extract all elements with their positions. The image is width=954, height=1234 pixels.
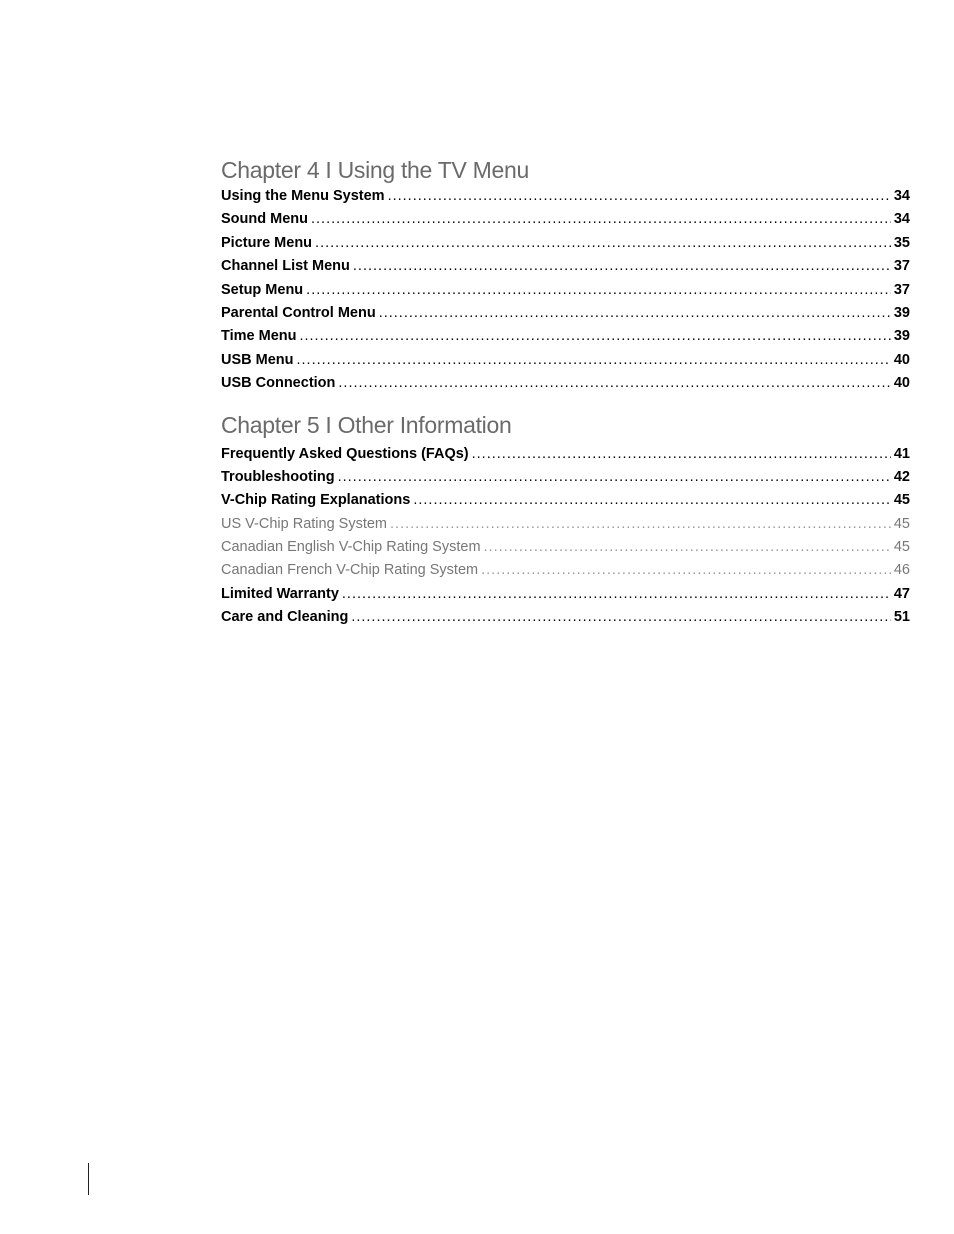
toc-page-number: 37 (893, 258, 910, 275)
toc-page-number: 37 (893, 281, 910, 298)
dot-leader (472, 443, 891, 466)
toc-entry-label: Canadian French V-Chip Rating System (221, 562, 479, 579)
chapter-4-entries (221, 185, 910, 396)
toc-subentry[interactable] (221, 513, 910, 536)
toc-entry[interactable] (221, 208, 910, 231)
dot-leader (353, 255, 891, 278)
toc-page-number: 45 (893, 492, 910, 509)
toc-entry[interactable] (221, 606, 910, 629)
dot-leader (299, 325, 890, 348)
dot-leader (338, 466, 891, 489)
dot-leader (297, 349, 891, 372)
toc-entry[interactable] (221, 185, 910, 208)
toc-page-number: 47 (893, 585, 910, 602)
dot-leader (338, 372, 890, 395)
toc-page-number: 40 (893, 375, 910, 392)
toc-page-number: 34 (893, 188, 910, 204)
toc-entry[interactable] (221, 255, 910, 278)
dot-leader (379, 302, 891, 325)
toc-page-number: 35 (893, 234, 910, 251)
toc-page-number: 51 (893, 609, 910, 626)
toc-entry[interactable] (221, 279, 910, 302)
chapter-title: Chapter 5 I Other Information (221, 411, 512, 438)
toc-page-number: 34 (893, 211, 910, 228)
toc-entry-label: USB Connection (221, 375, 336, 392)
toc-entry-label: USB Menu (221, 351, 294, 368)
toc-page-number: 46 (893, 562, 910, 579)
toc-entry[interactable] (221, 443, 910, 466)
toc-entry[interactable] (221, 489, 910, 512)
toc-entry[interactable] (221, 349, 910, 372)
toc-page-number: 41 (893, 445, 910, 462)
dot-leader (388, 185, 891, 208)
toc-entry-label: Setup Menu (221, 281, 304, 298)
chapter-title: Chapter 4 I Using the TV Menu (221, 157, 529, 183)
toc-entry-label: Frequently Asked Questions (FAQs) (221, 445, 469, 462)
dot-leader (342, 583, 891, 606)
toc-entry-label: Channel List Menu (221, 258, 350, 275)
chapter-5-entries (221, 443, 910, 630)
toc-entry-label: V-Chip Rating Explanations (221, 492, 411, 509)
toc-page-number: 40 (893, 351, 910, 368)
toc-entry-label: Limited Warranty (221, 585, 339, 602)
table-of-contents (221, 155, 910, 630)
dot-leader (306, 279, 891, 302)
toc-entry-label: Picture Menu (221, 234, 313, 251)
toc-entry[interactable] (221, 583, 910, 606)
chapter-4-section (221, 155, 910, 396)
chapter-5-section (221, 410, 910, 630)
toc-entry[interactable] (221, 325, 910, 348)
dot-leader (413, 489, 891, 512)
toc-page-number: 39 (893, 304, 910, 321)
dot-leader (315, 232, 891, 255)
dot-leader (481, 559, 891, 582)
dot-leader (351, 606, 891, 629)
toc-page-number: 45 (893, 515, 910, 532)
toc-page-number: 45 (893, 539, 910, 556)
margin-rule (88, 1163, 89, 1195)
dot-leader (390, 513, 891, 536)
toc-entry-label: US V-Chip Rating System (221, 515, 388, 532)
toc-entry[interactable] (221, 372, 910, 395)
toc-entry-label: Sound Menu (221, 211, 308, 228)
toc-entry-label: Time Menu (221, 328, 297, 345)
toc-entry[interactable] (221, 302, 910, 325)
toc-entry[interactable] (221, 466, 910, 489)
toc-entry-label: Parental Control Menu (221, 304, 376, 321)
toc-page-number: 42 (893, 468, 910, 485)
toc-entry-label: Canadian English V-Chip Rating System (221, 539, 481, 556)
toc-entry-label: Using the Menu System (221, 188, 385, 204)
dot-leader (311, 208, 891, 231)
toc-subentry[interactable] (221, 559, 910, 582)
toc-entry-label: Troubleshooting (221, 468, 335, 485)
toc-page-number: 39 (893, 328, 910, 345)
dot-leader (484, 536, 891, 559)
toc-entry[interactable] (221, 232, 910, 255)
toc-entry-label: Care and Cleaning (221, 609, 349, 626)
toc-subentry[interactable] (221, 536, 910, 559)
